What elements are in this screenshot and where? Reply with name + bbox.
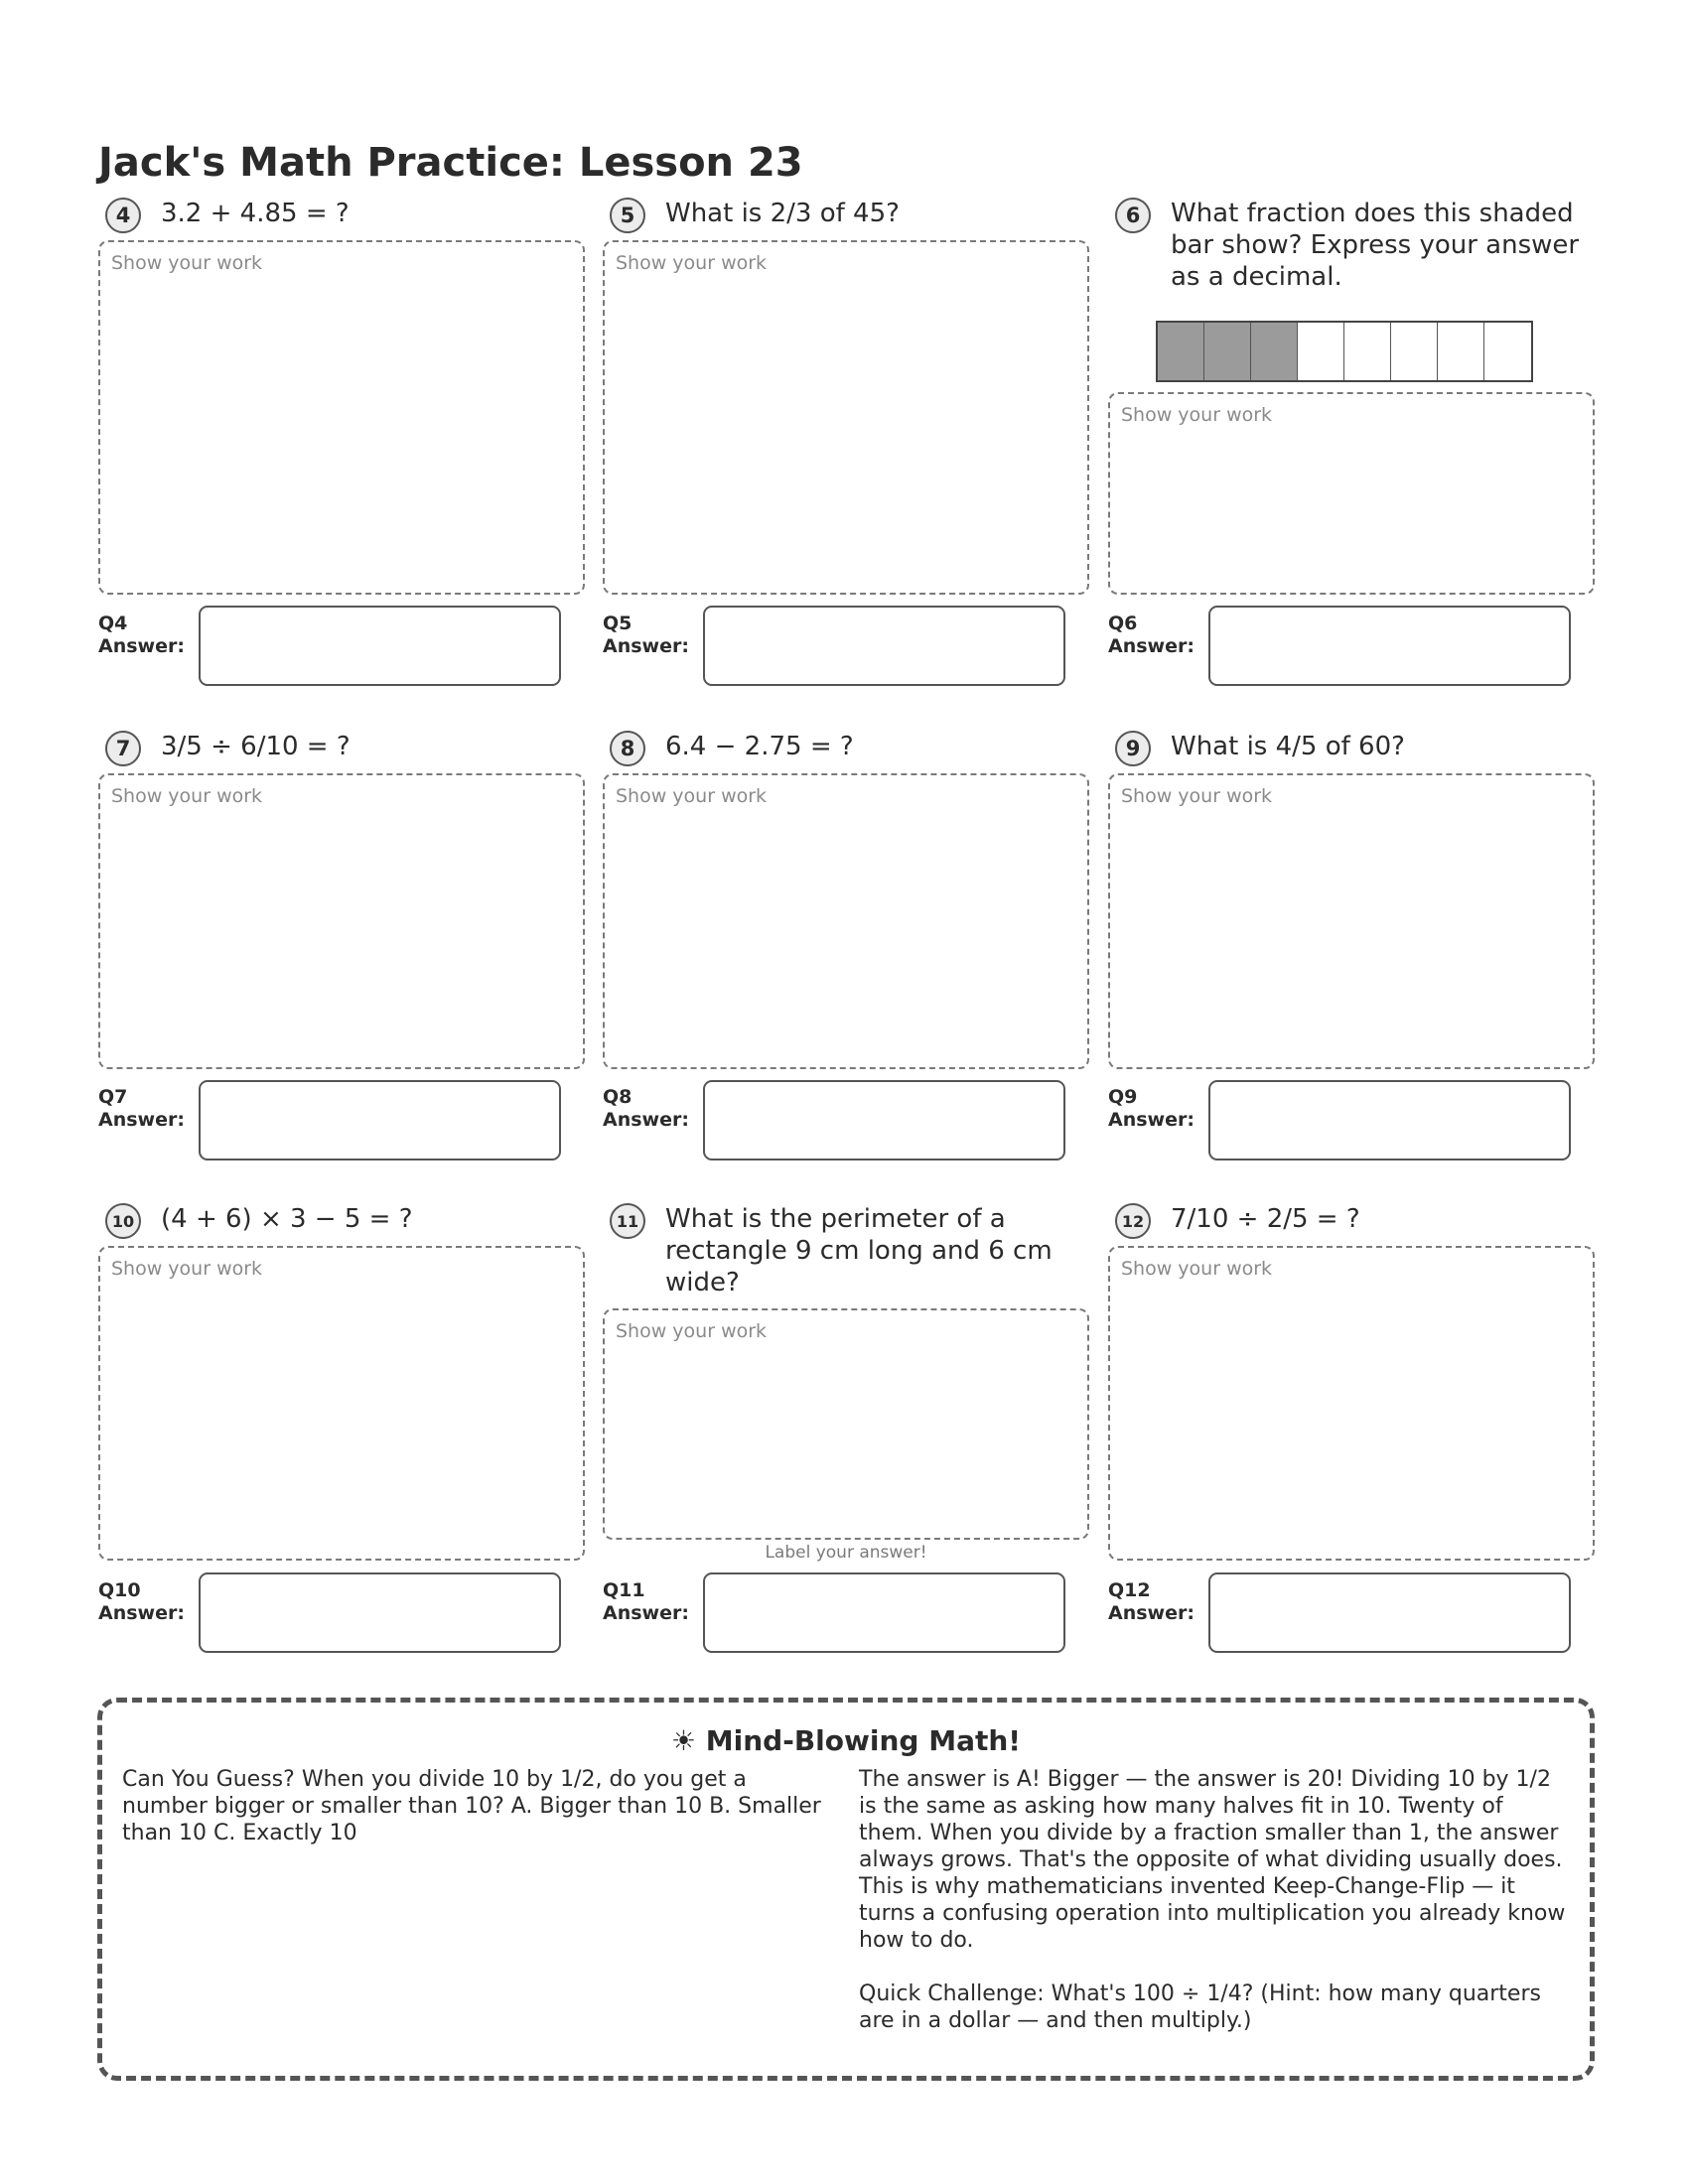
answer-box[interactable] (703, 1080, 1065, 1160)
answer-tag: Q10 (98, 1579, 141, 1601)
answer-word: Answer: (1108, 1109, 1195, 1131)
question-11 (603, 1203, 1089, 1624)
question-number-badge: 8 (610, 731, 645, 766)
question-number-badge: 11 (610, 1203, 645, 1239)
answer-word: Answer: (98, 1602, 185, 1624)
question-text: 3/5 ÷ 6/10 = ? (161, 732, 351, 761)
question-text: 7/10 ÷ 2/5 = ? (1171, 1204, 1360, 1234)
work-area[interactable] (1108, 392, 1595, 595)
answer-box[interactable] (199, 1572, 561, 1653)
work-area-placeholder: Show your work (111, 252, 263, 274)
work-area[interactable] (98, 773, 585, 1069)
answer-word: Answer: (603, 635, 689, 657)
work-area-placeholder: Show your work (616, 252, 768, 274)
question-9 (1108, 731, 1595, 1131)
question-text: What fraction does this shaded bar show? Express your answer as a decimal. (1171, 199, 1580, 292)
question-8 (603, 731, 1089, 1131)
work-area-placeholder: Show your work (616, 785, 768, 807)
question-text: What is 4/5 of 60? (1171, 732, 1405, 761)
answer-word: Answer: (98, 1109, 185, 1131)
answer-box[interactable] (703, 606, 1065, 686)
answer-box[interactable] (199, 1080, 561, 1160)
guess-answer: The answer is A! Bigger — the answer is 20! Dividing 10 by 1/2 is the same as asking how many halves fit in 10. Twenty of them. When you divide by a fraction smaller than 1, the answer always grows. That's the opposite of what dividing usually does. This is why mathematicians invented Keep-Change-Flip — it turns a confusing operation into multiplication you already know how to do. (859, 1767, 1566, 1953)
answer-word: Answer: (603, 1602, 689, 1624)
question-5 (603, 198, 1089, 657)
question-number-badge: 4 (105, 198, 141, 233)
answer-box[interactable] (199, 606, 561, 686)
work-area[interactable] (98, 1246, 585, 1561)
work-area[interactable] (603, 1308, 1089, 1540)
answer-word: Answer: (98, 635, 185, 657)
question-number-badge: 6 (1115, 198, 1151, 233)
answer-label (1108, 1579, 1207, 1625)
answer-tag: Q5 (603, 613, 633, 634)
quick-challenge: Quick Challenge: What's 100 ÷ 1/4? (Hint: how many quarters are in a dollar — and then multiply.) (859, 1981, 1541, 2033)
answer-word: Answer: (603, 1109, 689, 1131)
question-text: 3.2 + 4.85 = ? (161, 199, 350, 228)
work-area[interactable] (98, 240, 585, 595)
work-area-placeholder: Show your work (1121, 404, 1273, 426)
answer-tag: Q9 (1108, 1086, 1138, 1108)
answer-tag: Q6 (1108, 613, 1138, 634)
mind-blowing-title-text: Mind-Blowing Math! (705, 1724, 1022, 1757)
question-7 (98, 731, 585, 1131)
page-title: Jack's Math Practice: Lesson 23 (98, 140, 803, 186)
work-area[interactable] (1108, 773, 1595, 1069)
question-text: What is 2/3 of 45? (665, 199, 900, 228)
question-number-badge: 12 (1115, 1203, 1151, 1239)
answer-box[interactable] (1208, 1080, 1571, 1160)
answer-word: Answer: (1108, 1602, 1195, 1624)
question-text: (4 + 6) × 3 − 5 = ? (161, 1204, 413, 1234)
work-area-placeholder: Show your work (111, 1258, 263, 1280)
answer-tag: Q12 (1108, 1579, 1151, 1601)
bar-cell-empty (1391, 323, 1438, 380)
answer-tag: Q7 (98, 1086, 128, 1108)
answer-label (98, 1086, 198, 1132)
question-number-badge: 5 (610, 198, 645, 233)
question-number-badge: 7 (105, 731, 141, 766)
question-6 (1108, 198, 1595, 657)
answer-label (1108, 1086, 1207, 1132)
sun-icon: ☀ (670, 1724, 697, 1757)
question-text: 6.4 − 2.75 = ? (665, 732, 854, 761)
answer-box[interactable] (703, 1572, 1065, 1653)
work-area[interactable] (603, 773, 1089, 1069)
work-area-placeholder: Show your work (616, 1320, 768, 1342)
work-area-placeholder: Show your work (1121, 785, 1273, 807)
fraction-bar (1156, 321, 1533, 382)
bar-cell-empty (1298, 323, 1344, 380)
answer-label (603, 1086, 702, 1132)
question-10 (98, 1203, 585, 1624)
bar-cell-empty (1344, 323, 1391, 380)
work-area-placeholder: Show your work (111, 785, 263, 807)
question-number-badge: 9 (1115, 731, 1151, 766)
answer-tag: Q8 (603, 1086, 633, 1108)
bar-cell-shaded (1204, 323, 1251, 380)
answer-hint: Label your answer! (765, 1543, 927, 1563)
answer-label (603, 613, 702, 658)
question-12 (1108, 1203, 1595, 1624)
answer-box[interactable] (1208, 1572, 1571, 1653)
mind-blowing-math-box (97, 1698, 1595, 2081)
answer-tag: Q11 (603, 1579, 645, 1601)
work-area-placeholder: Show your work (1121, 1258, 1273, 1280)
guess-answer-column (859, 1766, 1574, 2061)
bar-cell-shaded (1251, 323, 1298, 380)
answer-label (98, 613, 198, 658)
guess-question: Can You Guess? When you divide 10 by 1/2, do you get a number bigger or smaller than 10? A. Bigger than 10 B. Smaller than 10 C. Exactly 10 (122, 1767, 821, 1845)
answer-label (98, 1579, 198, 1625)
bar-cell-empty (1438, 323, 1484, 380)
answer-word: Answer: (1108, 635, 1195, 657)
answer-tag: Q4 (98, 613, 128, 634)
question-number-badge: 10 (105, 1203, 141, 1239)
bar-cell-shaded (1158, 323, 1204, 380)
answer-label (603, 1579, 702, 1625)
answer-label (1108, 613, 1207, 658)
bar-cell-empty (1484, 323, 1531, 380)
question-text: What is the perimeter of a rectangle 9 cm long and 6 cm wide? (665, 1204, 1053, 1297)
answer-box[interactable] (1208, 606, 1571, 686)
question-4 (98, 198, 585, 657)
mind-blowing-title (102, 1724, 1590, 1757)
work-area[interactable] (603, 240, 1089, 595)
work-area[interactable] (1108, 1246, 1595, 1561)
